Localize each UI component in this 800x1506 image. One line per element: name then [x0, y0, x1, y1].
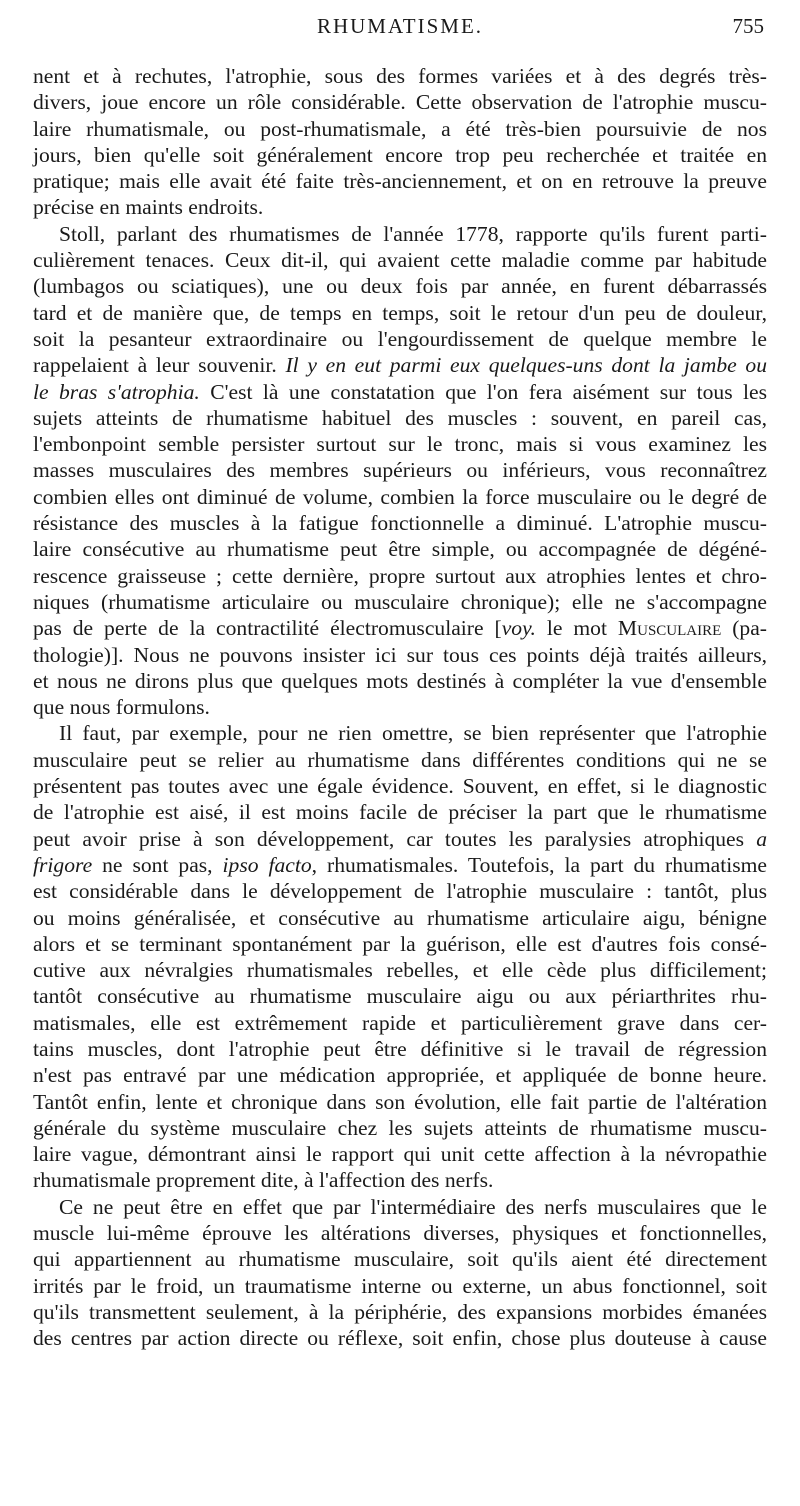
line-text: rhumatismale proprement dite, à l'affection des nerfs. [33, 1168, 494, 1193]
line-text: C'est là une constatation que l'on fera aisément sur tous les [199, 379, 767, 404]
line-text: , rhumatismales. Toutefois, la part du rhumatisme [311, 852, 767, 877]
text-line [33, 957, 767, 983]
text-line [33, 379, 767, 405]
small-caps-term: Musculaire [617, 616, 722, 641]
line-text: thologie)]. Nous ne pouvons insister ici sur tous ces points déjà traités ailleurs, [33, 642, 767, 667]
line-text: irrités par le froid, un traumatisme interne ou externe, un abus fonctionnel, soit [33, 1273, 767, 1298]
line-text: divers, joue encore un rôle considérable. Cette observation de l'atrophie muscu- [33, 90, 767, 115]
text-line [33, 589, 767, 615]
text-line [33, 484, 767, 510]
text-line [33, 168, 767, 194]
text-line [33, 1246, 767, 1272]
text-line [33, 1115, 767, 1141]
text-line [33, 1299, 767, 1325]
text-line [33, 799, 767, 825]
body-text [33, 63, 767, 1352]
line-text: que nous formulons. [33, 695, 210, 720]
italic-phrase: frigore [33, 852, 93, 877]
line-text: nent et à rechutes, l'atrophie, sous des formes variées et à des degrés très- [33, 64, 767, 88]
line-text: soit la pesanteur extraordinaire ou l'engourdissement de quelque membre le [33, 326, 767, 351]
page-header [0, 14, 800, 44]
line-text: le mot [535, 616, 618, 641]
text-line [33, 615, 767, 641]
italic-phrase: le bras s'atrophia. [33, 379, 200, 404]
italic-phrase: ipso facto [222, 852, 312, 877]
line-text: culièrement tenaces. Ceux dit-il, qui avaient cette maladie comme par habitude [33, 248, 767, 273]
italic-phrase: Il y en eut parmi eux quelques-uns dont la jambe ou [285, 353, 767, 378]
line-text: est considérable dans le développement de l'atrophie musculaire : tantôt, plus [33, 879, 767, 904]
line-text: alors et se terminant spontanément par la guérison, elle est d'autres fois consé- [33, 931, 767, 956]
line-text: musculaire peut se relier au rhumatisme dans différentes conditions qui ne se [33, 747, 767, 772]
line-text: tantôt consécutive au rhumatisme musculaire aigu ou aux périarthrites rhu- [33, 984, 767, 1009]
line-text: combien elles ont diminué de volume, combien la force musculaire ou le degré de [33, 484, 767, 509]
line-text: muscle lui-même éprouve les altérations diverses, physiques et fonctionnelles, [33, 1221, 767, 1246]
line-text: tains muscles, dont l'atrophie peut être définitive si le travail de régression [33, 1036, 767, 1061]
text-line [33, 510, 767, 536]
text-line [33, 457, 767, 483]
text-line [33, 63, 767, 89]
text-line [33, 747, 767, 773]
italic-phrase: voy. [501, 616, 536, 641]
text-line [33, 89, 767, 115]
text-line [33, 642, 767, 668]
line-text: l'embonpoint semble persister surtout sur le tronc, mais si vous examinez les [33, 432, 767, 457]
text-line [33, 773, 767, 799]
text-line [33, 221, 767, 247]
line-text: jours, bien qu'elle soit généralement encore trop peu recherchée et traitée en [33, 142, 767, 167]
text-line [33, 247, 767, 273]
text-line [33, 878, 767, 904]
line-text: laire rhumatismale, ou post-rhumatismale, a été très-bien poursuivie de nos [33, 116, 767, 141]
line-text: pas de perte de la contractilité électromusculaire [ [33, 616, 502, 641]
line-text: rescence graisseuse ; cette dernière, propre surtout aux atrophies lentes et chro- [33, 563, 767, 588]
text-line [33, 536, 767, 562]
text-line [33, 1167, 767, 1193]
line-text: sujets atteints de rhumatisme habituel des muscles : souvent, en pareil cas, [33, 405, 767, 430]
text-line [33, 905, 767, 931]
text-line [33, 826, 767, 852]
text-line [33, 326, 767, 352]
line-text: matismales, elle est extrêmement rapide et particulièrement grave dans cer- [33, 1010, 767, 1035]
line-text: Stoll, parlant des rhumatismes de l'année 1778, rapporte qu'ils furent parti- [59, 221, 767, 246]
line-text: de l'atrophie est aisé, il est moins facile de préciser la part que le rhumatisme [33, 800, 767, 825]
text-line [33, 1194, 767, 1220]
italic-phrase: a [756, 826, 767, 851]
text-line [33, 931, 767, 957]
text-line [33, 431, 767, 457]
line-text: (pa- [721, 616, 767, 641]
line-text: n'est pas entravé par une médication appropriée, et appliquée de bonne heure. [33, 1063, 767, 1088]
text-line [33, 142, 767, 168]
text-line [33, 1089, 767, 1115]
line-text: (lumbagos ou sciatiques), une ou deux fois par année, en furent débarrassés [33, 274, 767, 299]
text-line [33, 1062, 767, 1088]
running-title: RHUMATISME. [316, 14, 484, 38]
line-text: rappelaient à leur souvenir. [33, 353, 286, 378]
line-text: générale du système musculaire chez les sujets atteints de rhumatisme muscu- [33, 1115, 767, 1140]
line-text: ou moins généralisée, et consécutive au rhumatisme articulaire aigu, bénigne [33, 905, 767, 930]
text-line [33, 1273, 767, 1299]
text-line [33, 1010, 767, 1036]
line-text: ne sont pas, [92, 852, 223, 877]
line-text: niques (rhumatisme articulaire ou musculaire chronique); elle ne s'accompagne [33, 589, 767, 614]
text-line [33, 273, 767, 299]
text-line [33, 1325, 767, 1351]
line-text: cutive aux névralgies rhumatismales rebelles, et elle cède plus difficilement; [33, 958, 767, 983]
line-text: des centres par action directe ou réflexe, soit enfin, chose plus douteuse à cause [33, 1326, 767, 1351]
text-line [33, 694, 767, 720]
line-text: peut avoir prise à son développement, car toutes les paralysies atrophiques [33, 826, 757, 851]
line-text: précise en maints endroits. [33, 195, 264, 220]
line-text: laire consécutive au rhumatisme peut être simple, ou accompagnée de dégéné- [33, 537, 767, 562]
line-text: et nous ne dirons plus que quelques mots destinés à compléter la vue d'ensemble [33, 668, 767, 693]
line-text: tard et de manière que, de temps en temps, soit le retour d'un peu de douleur, [33, 300, 767, 325]
text-line [33, 1036, 767, 1062]
text-line [33, 1141, 767, 1167]
line-text: laire vague, démontrant ainsi le rapport qui unit cette affection à la névropathie [33, 1142, 767, 1167]
text-line [33, 194, 767, 220]
text-line [33, 983, 767, 1009]
text-line [33, 116, 767, 142]
line-text: masses musculaires des membres supérieurs ou inférieurs, vous reconnaîtrez [33, 458, 767, 483]
line-text: Tantôt enfin, lente et chronique dans son évolution, elle fait partie de l'altération [33, 1089, 767, 1114]
text-line [33, 300, 767, 326]
line-text: qui appartiennent au rhumatisme musculaire, soit qu'ils aient été directement [33, 1247, 767, 1272]
text-line [33, 563, 767, 589]
text-line [33, 668, 767, 694]
text-line [33, 405, 767, 431]
text-line [33, 1220, 767, 1246]
line-text: pratique; mais elle avait été faite très-anciennement, et on en retrouve la preuve [33, 169, 767, 194]
line-text: qu'ils transmettent seulement, à la périphérie, des expansions morbides émanées [33, 1299, 767, 1324]
line-text: Il faut, par exemple, pour ne rien omettre, se bien représenter que l'atrophie [59, 721, 767, 746]
text-line [33, 720, 767, 746]
line-text: résistance des muscles à la fatigue fonctionnelle a diminué. L'atrophie muscu- [33, 511, 767, 536]
line-text: présentent pas toutes avec une égale évidence. Souvent, en effet, si le diagnostic [33, 774, 767, 799]
text-line [33, 352, 767, 378]
page-number: 755 [732, 14, 764, 38]
line-text: Ce ne peut être en effet que par l'intermédiaire des nerfs musculaires que le [59, 1194, 767, 1219]
text-line [33, 852, 767, 878]
